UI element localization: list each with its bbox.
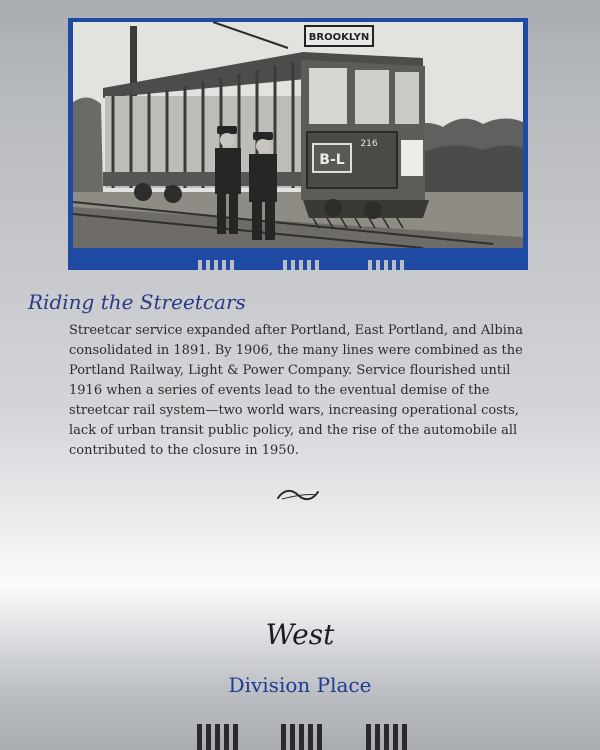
- frame-tick-marks-left: [198, 260, 234, 270]
- photo-frame: [68, 18, 528, 270]
- car-logo-text: B-L: [319, 152, 345, 168]
- place-name: Division Place: [228, 673, 372, 697]
- bottom-bars-right: [366, 724, 407, 750]
- destination-sign-text: BROOKLYN: [308, 32, 370, 43]
- direction-label: West: [265, 618, 335, 651]
- frame-tick-marks-right: [368, 260, 404, 270]
- frame-tick-marks-center: [283, 260, 319, 270]
- swash-flourish-icon: [276, 487, 320, 507]
- section-body: Streetcar service expanded after Portland, East Portland, and Albina consolidated in 1891. By 1906, the many lines were combined as the Portland Railway, Light & Power Company. Service flourished until 1916 when a series of events lead to the eventual demise of the streetcar rail system—two world wars, increasing operational costs, lack of urban transit public policy, and the rise of the automobile all contributed to the closure in 1950.: [69, 323, 523, 458]
- bottom-bars-center: [281, 724, 322, 750]
- car-number-text: 216: [360, 139, 378, 149]
- section-title: Riding the Streetcars: [28, 290, 246, 314]
- streetcar-photo: [73, 22, 523, 248]
- bottom-bars-left: [197, 724, 238, 750]
